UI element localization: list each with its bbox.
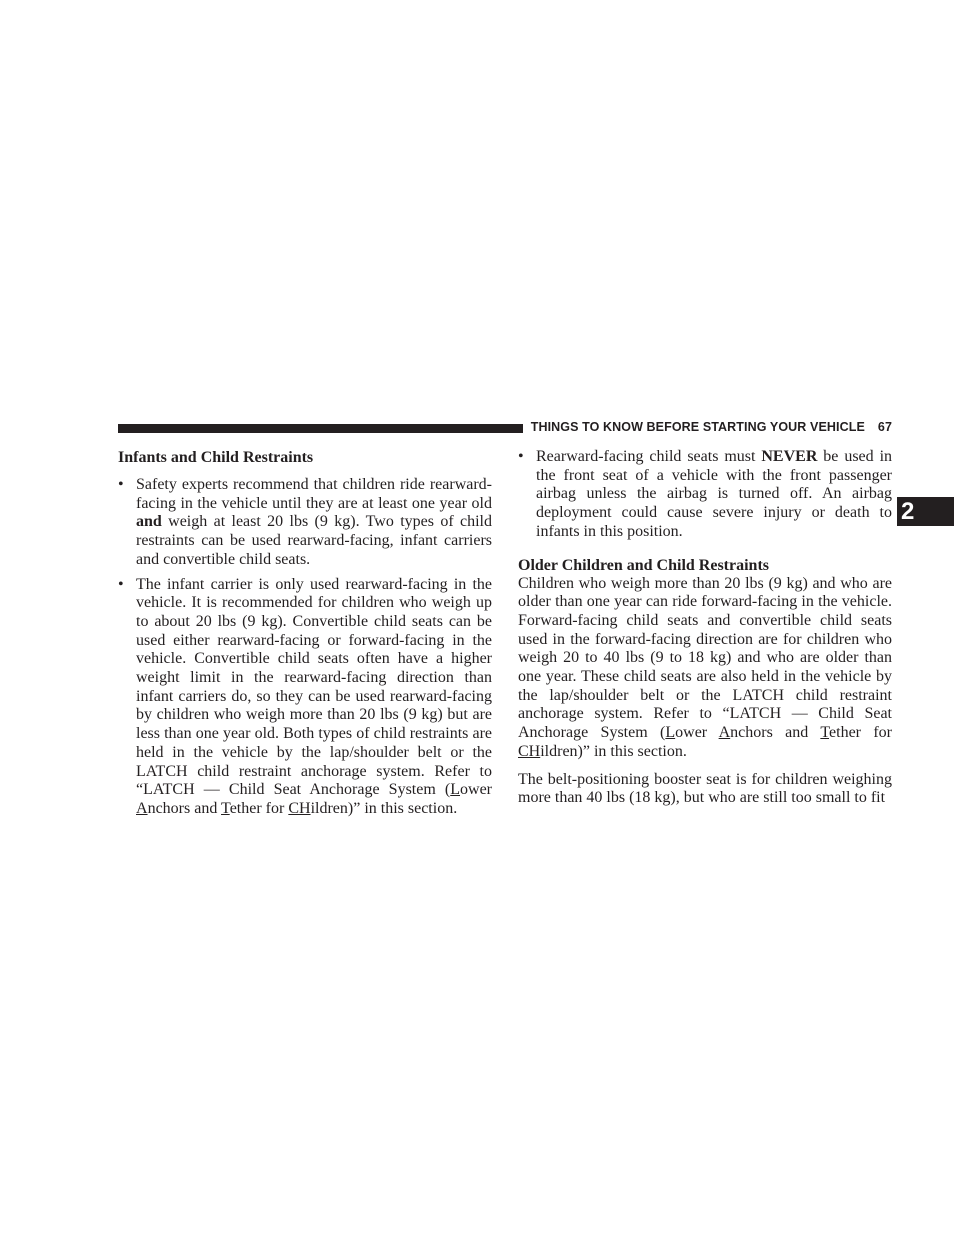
page-number: 67 xyxy=(877,420,892,434)
list-item: • The infant carrier is only used rearward-facing in the vehicle. It is recommended for children who weigh up to about 20 lbs (9 kg). Convertible child seats can be used either rearward-facing or forward-facing in the vehicle. Convertible child seats often have a higher weight limit in the rearward-facing direction than infant carriers do, so they can be used rearward-facing by children who weigh more than 20 lbs (9 kg) but are less than one year old. Both types of child restraints are held in the vehicle by the lap/shoulder belt or the LATCH child restraint anchorage system. Refer to “LATCH — Child Seat Anchorage System (Lower Anchors and Tether for CHildren)” in this section. xyxy=(118,575,492,817)
bullet-list-rearward xyxy=(518,448,892,542)
bullet-icon: • xyxy=(118,575,124,593)
section-heading-infants: Infants and Child Restraints xyxy=(118,449,314,466)
left-column xyxy=(118,448,492,825)
paragraph: The belt-positioning booster seat is for children weighing more than 40 lbs (18 kg), but who are still too small to fit xyxy=(518,770,892,807)
bullet-icon: • xyxy=(518,448,524,465)
bullet-icon: • xyxy=(118,476,124,493)
header-rule xyxy=(118,424,523,433)
right-column xyxy=(518,448,892,808)
running-header xyxy=(530,420,892,434)
paragraph: Children who weigh more than 20 lbs (9 kg) and who are older than one year can ride forward-facing in the vehicle. Forward-facing child seats and convertible child seats used in the forward-facing direction are for children who weigh 20 to 40 lbs (9 to 18 kg) and who are older than one year. These child seats are also held in the vehicle by the lap/shoulder belt or the LATCH child restraint anchorage system. Refer to “LATCH — Child Seat Anchorage System (Lower Anchors and Tether for CHildren)” in this section. xyxy=(518,574,893,760)
list-item: • Rearward-facing child seats must NEVER be used in the front seat of a vehicle with the front passenger airbag unless the airbag is turned off. An airbag deployment could cause severe injury or death to infants in this position. xyxy=(518,448,893,540)
chapter-tab: 2 xyxy=(897,497,954,526)
emphasis-text: NEVER xyxy=(761,448,818,465)
emphasis-text: and xyxy=(136,513,162,531)
bullet-list-infants xyxy=(118,476,492,819)
section-heading-older-children: Older Children and Child Restraints xyxy=(518,556,770,574)
list-item: • Safety experts recommend that children ride rearward-facing in the vehicle until they are at least one year old and weigh at least 20 lbs (9 kg). Two types of child restraints can be used rearward-facing, infant carriers and convertible child seats. xyxy=(118,476,492,568)
section-title: THINGS TO KNOW BEFORE STARTING YOUR VEHICLE xyxy=(530,420,865,434)
